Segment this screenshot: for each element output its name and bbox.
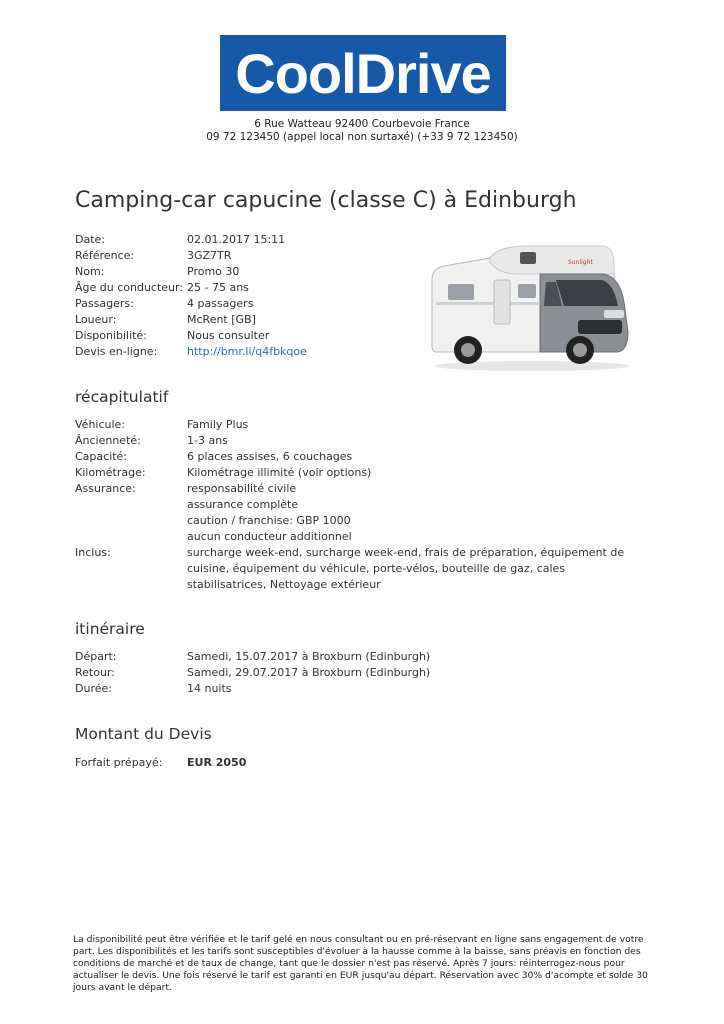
- page-title: Camping-car capucine (classe C) à Edinburgh: [75, 188, 577, 213]
- detail-row: [75, 344, 307, 360]
- detail-label: Disponibilité:: [75, 329, 147, 342]
- quote-table: [75, 755, 246, 771]
- cooldrive-logo: [220, 35, 506, 111]
- recap-row: [75, 417, 635, 433]
- recap-row: [75, 481, 635, 545]
- detail-label: Loueur:: [75, 313, 117, 326]
- logo-text: CoolDrive: [235, 41, 491, 105]
- quote-heading: Montant du Devis: [75, 725, 212, 743]
- footer-disclaimer: La disponibilité peut être vérifiée et le tarif gelé en nous consultant ou en pré-réservant en ligne sans engagement de votre part. Les disponibilités et les tarifs sont susceptibles d'évoluer à la hausse comme à la baisse, sans préavis en fonction des conditions de marché et de taux de change, tant que le dossier n'est pas réservé. Après 7 jours: réinterrogez-nous pour actualiser le devis. Une fois réservé le tarif est garanti en EUR jusqu'au départ. Réservation avec 30% d'acompte et solde 30 jours avant le départ.: [73, 934, 648, 993]
- detail-value: 25 - 75 ans: [187, 281, 249, 294]
- svg-text:Sunlight: Sunlight: [568, 259, 593, 266]
- detail-row: [75, 296, 307, 312]
- itinerary-label: Durée:: [75, 682, 112, 695]
- recap-label: Capacité:: [75, 450, 128, 463]
- detail-value: McRent [GB]: [187, 313, 256, 326]
- detail-value: 4 passagers: [187, 297, 254, 310]
- itinerary-heading: itinéraire: [75, 620, 145, 638]
- itinerary-table: [75, 649, 430, 697]
- insurance-line: caution / franchise: GBP 1000: [187, 514, 351, 527]
- detail-value: 02.01.2017 15:11: [187, 233, 286, 246]
- detail-label: Référence:: [75, 249, 135, 262]
- recap-label: Kilométrage:: [75, 466, 146, 479]
- detail-value: Promo 30: [187, 265, 240, 278]
- recap-value: 1-3 ans: [187, 434, 228, 447]
- detail-row: [75, 328, 307, 344]
- detail-value: Nous consulter: [187, 329, 270, 342]
- company-address: [0, 118, 724, 144]
- motorhome-image: [428, 240, 633, 372]
- insurance-line: assurance complète: [187, 498, 299, 511]
- detail-row: [75, 264, 307, 280]
- detail-label: Nom:: [75, 265, 105, 278]
- details-table: [75, 232, 307, 360]
- recap-label: Inclus:: [75, 546, 111, 559]
- detail-label: Âge du conducteur:: [75, 281, 184, 294]
- recap-label: Âncienneté:: [75, 434, 141, 447]
- itinerary-label: Retour:: [75, 666, 115, 679]
- recap-label: Assurance:: [75, 482, 136, 495]
- insurance-line: aucun conducteur additionnel: [187, 530, 352, 543]
- itinerary-value: 14 nuits: [187, 682, 232, 695]
- itinerary-row: [75, 649, 430, 665]
- recap-value: surcharge week-end, surcharge week-end, frais de préparation, équipement de cuisine, équipement du véhicule, porte-vélos, bouteille de gaz, cales stabilisatrices, Nettoyage extérieur: [187, 546, 625, 591]
- recap-heading: récapitulatif: [75, 388, 169, 406]
- recap-label: Véhicule:: [75, 418, 126, 431]
- recap-row: [75, 465, 635, 481]
- itinerary-value: Samedi, 29.07.2017 à Broxburn (Edinburgh): [187, 666, 431, 679]
- detail-row: [75, 232, 307, 248]
- address-line-2: 09 72 123450 (appel local non surtaxé) (+33 9 72 123450): [206, 131, 518, 143]
- recap-row: [75, 545, 635, 593]
- detail-row: [75, 280, 307, 296]
- itinerary-row: [75, 665, 430, 681]
- recap-value: Kilométrage illimité (voir options): [187, 466, 372, 479]
- itinerary-value: Samedi, 15.07.2017 à Broxburn (Edinburgh): [187, 650, 431, 663]
- detail-label: Passagers:: [75, 297, 134, 310]
- recap-value: [187, 481, 635, 545]
- recap-row: [75, 433, 635, 449]
- detail-row: [75, 312, 307, 328]
- detail-label: Date:: [75, 233, 105, 246]
- quote-row: [75, 755, 246, 771]
- detail-label: Devis en-ligne:: [75, 345, 158, 358]
- recap-value: 6 places assises, 6 couchages: [187, 450, 353, 463]
- recap-table: [75, 417, 635, 593]
- insurance-line: responsabilité civile: [187, 482, 297, 495]
- detail-value: 3GZ7TR: [187, 249, 232, 262]
- address-line-1: 6 Rue Watteau 92400 Courbevoie France: [254, 118, 470, 130]
- online-quote-link[interactable]: http://bmr.li/q4fbkqoe: [187, 345, 307, 358]
- itinerary-label: Départ:: [75, 650, 117, 663]
- detail-row: [75, 248, 307, 264]
- recap-row: [75, 449, 635, 465]
- itinerary-row: [75, 681, 430, 697]
- recap-value: Family Plus: [187, 418, 249, 431]
- quote-amount: EUR 2050: [187, 756, 247, 769]
- quote-label: Forfait prépayé:: [75, 756, 163, 769]
